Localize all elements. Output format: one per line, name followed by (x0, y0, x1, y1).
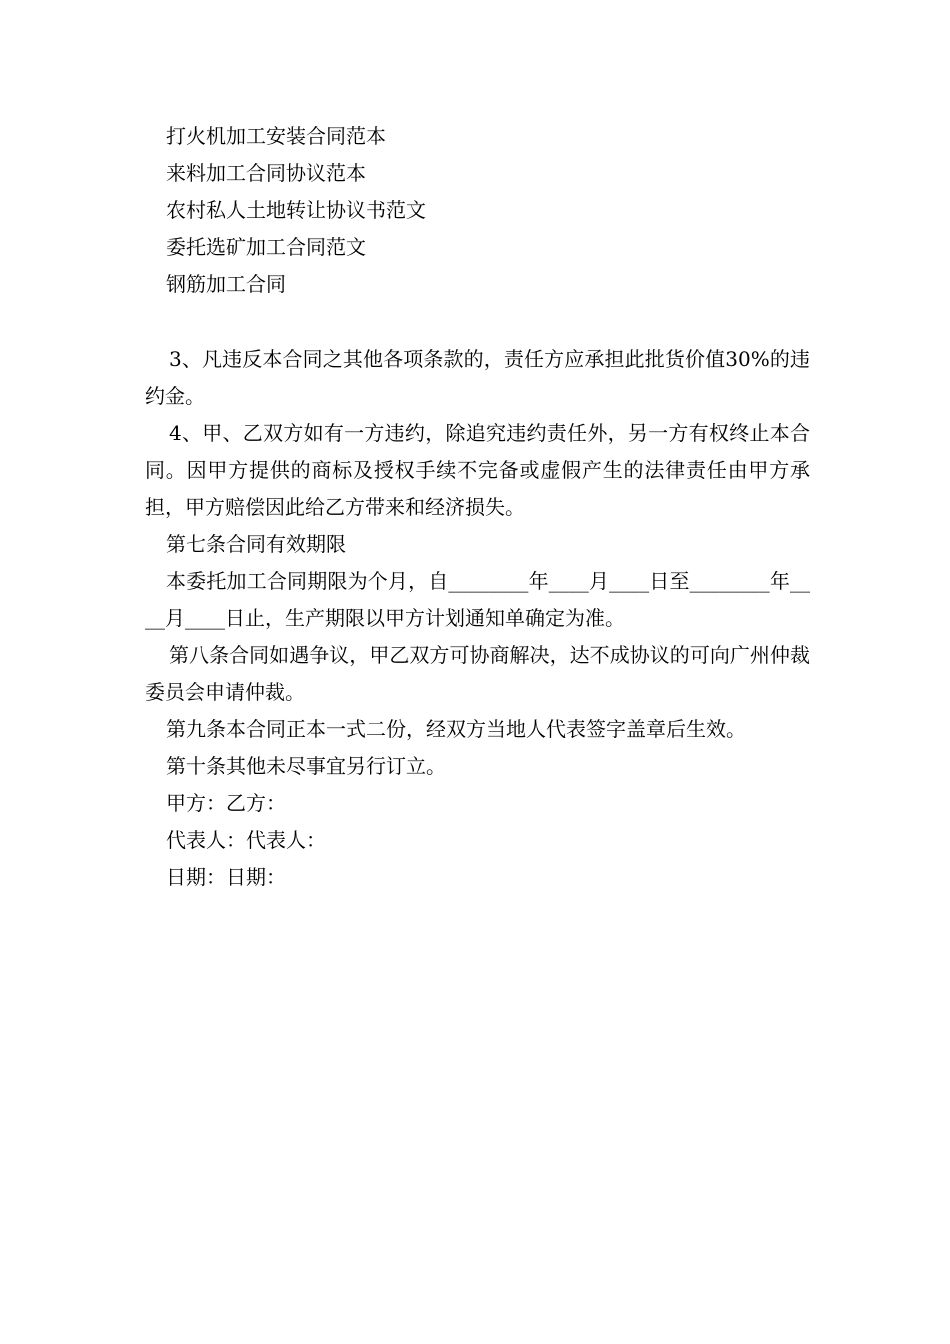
article-8-dispute: 第八条合同如遇争议，甲乙双方可协商解决，达不成协议的可向广州仲裁委员会申请仲裁。 (145, 643, 810, 704)
related-link-1[interactable]: 打火机加工安装合同范本 (166, 124, 386, 148)
article-7-body: 本委托加工合同期限为个月，自________年____月____日至________年____月____日止，生产期限以甲方计划通知单确定为准。 (145, 569, 810, 630)
signature-representatives: 代表人：代表人： (166, 828, 326, 852)
related-link-2[interactable]: 来料加工合同协议范本 (166, 161, 366, 185)
related-link-3[interactable]: 农村私人土地转让协议书范文 (166, 198, 426, 222)
contract-body (145, 341, 810, 896)
signature-parties: 甲方：乙方： (166, 791, 286, 815)
related-link-5[interactable]: 钢筋加工合同 (166, 272, 286, 296)
related-links-list (145, 118, 810, 303)
article-7-title: 第七条合同有效期限 (166, 532, 346, 556)
clause-4-breach: 4、甲、乙双方如有一方违约，除追究违约责任外，另一方有权终止本合同。因甲方提供的商标及授权手续不完备或虚假产生的法律责任由甲方承担，甲方赔偿因此给乙方带来和经济损失。 (145, 421, 810, 519)
article-10-other: 第十条其他未尽事宜另行订立。 (166, 754, 446, 778)
signature-dates: 日期：日期： (166, 865, 286, 889)
related-link-4[interactable]: 委托选矿加工合同范文 (166, 235, 366, 259)
article-9-copies: 第九条本合同正本一式二份，经双方当地人代表签字盖章后生效。 (166, 717, 746, 741)
clause-3-penalty: 3、凡违反本合同之其他各项条款的，责任方应承担此批货价值30%的违约金。 (145, 347, 810, 408)
